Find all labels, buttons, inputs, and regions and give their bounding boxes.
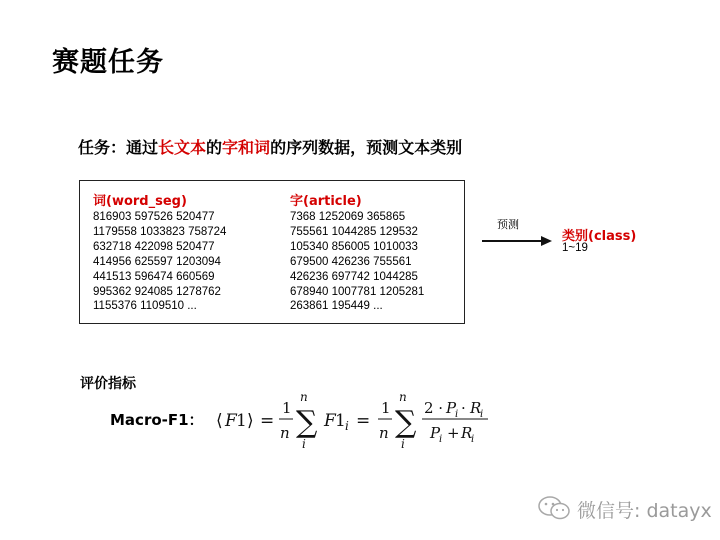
svg-text:1: 1 [282,399,292,417]
article-row: 105340 856005 1010033 [290,240,418,253]
task-suffix: 的序列数据，预测文本类别 [270,138,463,157]
svg-text:+: + [447,424,460,442]
article-column [290,194,424,314]
svg-text:=: = [260,411,275,431]
word-seg-row: 1155376 1109510 ... [93,300,197,313]
article-row: 679500 426236 755561 [290,255,412,268]
article-header: 字(article) [290,194,362,209]
svg-text:i: i [345,419,349,433]
svg-text:1: 1 [381,399,391,417]
word-seg-row: 632718 422098 520477 [93,240,215,253]
slide-title: 赛题任务 [52,47,164,78]
task-middle: 的 [206,138,223,157]
svg-text:1: 1 [335,411,346,431]
svg-text:i: i [471,434,475,445]
word-seg-column [93,194,226,314]
word-seg-row: 414956 625597 1203094 [93,255,221,268]
metric-heading: 评价指标 [80,376,136,392]
svg-text:2 ·: 2 · [424,399,444,417]
svg-text:R: R [461,424,473,442]
article-row: 426236 697742 1044285 [290,270,418,283]
article-row: 755561 1044285 129532 [290,225,418,238]
predict-label: 预测 [497,218,519,231]
svg-text:⟩: ⟩ [247,411,254,431]
svg-text:i: i [401,437,405,451]
metric-name: Macro-F1： [110,411,204,429]
task-highlight-char-word: 字和词 [222,138,271,157]
svg-text:∑: ∑ [296,405,318,440]
svg-text:·: · [461,399,466,417]
watermark-text: 微信号: datayx [577,500,712,522]
svg-text:=: = [356,411,371,431]
svg-text:F: F [324,411,336,431]
svg-text:n: n [399,390,407,404]
sample-data-box [79,180,465,324]
svg-text:1: 1 [236,411,247,431]
svg-text:i: i [455,409,459,420]
svg-text:i: i [480,409,484,420]
word-seg-row: 995362 924085 1278762 [93,285,221,298]
svg-text:F: F [225,411,237,431]
word-seg-row: 816903 597526 520477 [93,211,215,223]
word-seg-row: 441513 596474 660569 [93,270,215,283]
svg-text:⟨: ⟨ [216,411,223,431]
svg-text:∑: ∑ [395,405,417,440]
svg-text:P: P [430,424,441,442]
svg-text:n: n [300,390,308,404]
article-row: 7368 1252069 365865 [290,211,406,223]
wechat-icon [537,495,573,521]
svg-text:n: n [379,424,389,442]
word-seg-header: 词(word_seg) [93,194,187,209]
arrow-right-icon [481,234,553,248]
article-row: 678940 1007781 1205281 [290,285,425,298]
macro-f1-formula [214,388,504,452]
svg-text:R: R [470,399,482,417]
article-row: 263861 195449 ... [290,300,383,313]
word-seg-row: 1179558 1033823 758724 [93,225,227,238]
class-range: 1~19 [562,242,588,254]
svg-text:P: P [446,399,457,417]
task-highlight-long-text: 长文本 [158,138,207,157]
task-description [78,135,462,158]
task-prefix: 任务：通过 [78,138,159,157]
svg-text:n: n [280,424,290,442]
svg-text:i: i [302,437,306,451]
svg-text:i: i [439,434,443,445]
class-title: 类别(class) [562,229,637,244]
